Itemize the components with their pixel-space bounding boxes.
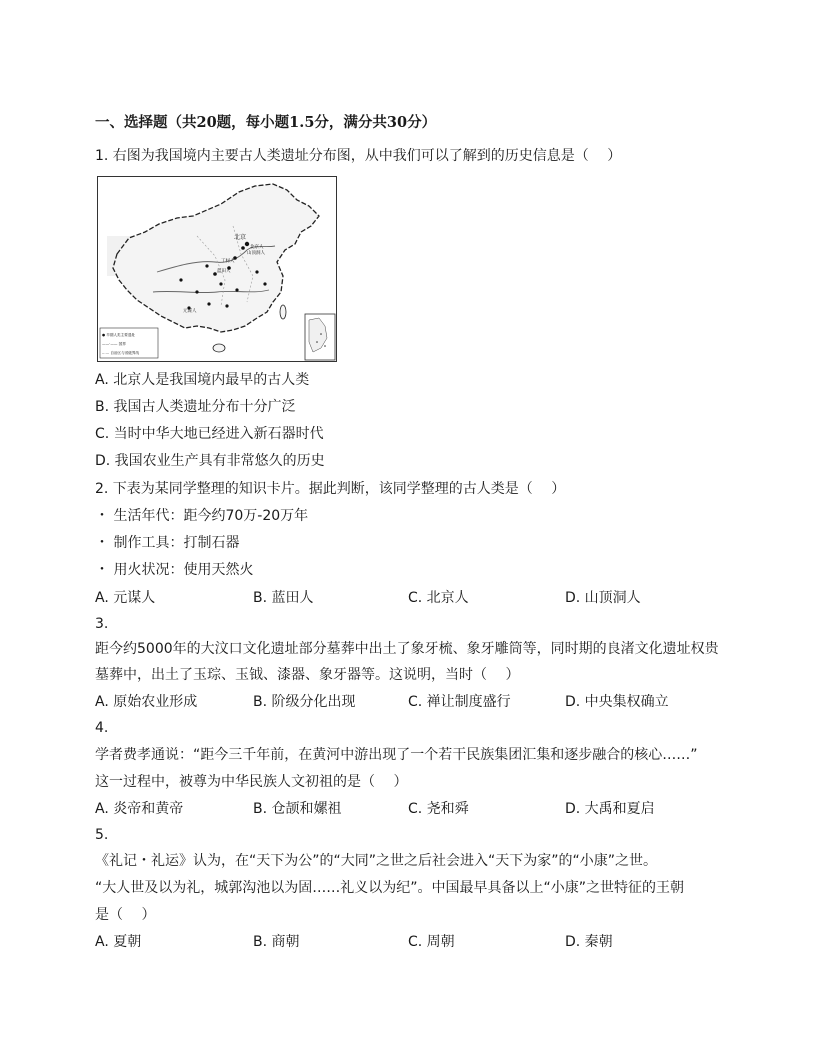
q3-options xyxy=(95,692,735,712)
q2-option-c[interactable]: C. 北京人 xyxy=(408,590,469,606)
q2-option-b[interactable]: B. 蓝田人 xyxy=(253,590,314,606)
map-legend-province: …… 自治区与省级界线 xyxy=(102,351,140,355)
q3-option-d[interactable]: D. 中央集权确立 xyxy=(565,694,669,710)
map-label-upper-cave: 山顶洞人 xyxy=(247,251,265,256)
ancient-human-sites-map xyxy=(97,176,337,362)
q5-option-b[interactable]: B. 商朝 xyxy=(253,934,300,950)
q4-option-c[interactable]: C. 尧和舜 xyxy=(408,801,469,817)
q1-option-a[interactable]: A. 北京人是我国境内最早的古人类 xyxy=(95,372,310,388)
q1-option-c[interactable]: C. 当时中华大地已经进入新石器时代 xyxy=(95,426,324,442)
q3-text-line2: 墓葬中，出土了玉琮、玉钺、漆器、象牙器等。这说明，当时（ ） xyxy=(95,667,520,683)
q5-text-line2: “大人世及以为礼，城郭沟池以为固……礼义以为纪”。中国最早具备以上“小康”之世特征的王朝 xyxy=(95,880,685,896)
map-label-dingcun: 丁村人 xyxy=(221,259,235,264)
q2-bullet-fire: ・ 用火状况：使用天然火 xyxy=(95,562,254,578)
q2-bullet-tools: ・ 制作工具：打制石器 xyxy=(95,535,240,551)
q2-stem: 2. 下表为某同学整理的知识卡片。据此判断，该同学整理的古人类是（ ） xyxy=(95,481,566,497)
q3-option-a[interactable]: A. 原始农业形成 xyxy=(95,694,198,710)
q1-option-d[interactable]: D. 我国农业生产具有非常悠久的历史 xyxy=(95,453,325,469)
q5-text-line1: 《礼记・礼运》认为，在“天下为公”的“大同”之世之后社会进入“天下为家”的“小康”之世。 xyxy=(95,853,658,869)
q5-options xyxy=(95,932,735,952)
q1-stem: 1. 右图为我国境内主要古人类遗址分布图，从中我们可以了解到的历史信息是（ ） xyxy=(95,148,622,164)
q3-option-b[interactable]: B. 阶级分化出现 xyxy=(253,694,356,710)
q4-text-line1: 学者费孝通说：“距今三千年前，在黄河中游出现了一个若干民族集团汇集和逐步融合的核心……” xyxy=(95,747,698,763)
q5-option-c[interactable]: C. 周朝 xyxy=(408,934,455,950)
q4-option-d[interactable]: D. 大禹和夏启 xyxy=(565,801,655,817)
q5-option-a[interactable]: A. 夏朝 xyxy=(95,934,142,950)
q4-options xyxy=(95,799,735,819)
map-label-peking-man: 北京人 xyxy=(250,245,264,250)
q1-option-b[interactable]: B. 我国古人类遗址分布十分广泛 xyxy=(95,399,296,415)
map-label-beijing: 北京 xyxy=(234,234,247,241)
q2-option-d[interactable]: D. 山顶洞人 xyxy=(565,590,641,606)
q5-number: 5. xyxy=(95,827,109,843)
map-legend-border: ——·—— 国界 xyxy=(102,342,126,346)
q4-number: 4. xyxy=(95,720,109,736)
q3-number: 3. xyxy=(95,616,109,632)
q3-option-c[interactable]: C. 禅让制度盛行 xyxy=(408,694,511,710)
q5-text-line3: 是（ ） xyxy=(95,907,156,923)
q5-option-d[interactable]: D. 秦朝 xyxy=(565,934,613,950)
q2-bullet-era: ・ 生活年代：距今约70万-20万年 xyxy=(95,508,309,524)
q3-text-line1: 距今约5000年的大汶口文化遗址部分墓葬中出土了象牙梳、象牙雕筒等，同时期的良渚文化遗址权贵 xyxy=(95,641,719,657)
q2-option-a[interactable]: A. 元谋人 xyxy=(95,590,156,606)
q2-options xyxy=(95,588,735,608)
q4-option-b[interactable]: B. 仓颉和嫘祖 xyxy=(253,801,342,817)
map-legend-sites: ● 早期人类主要遗址 xyxy=(102,333,136,337)
map-label-yuanmou: 元谋人 xyxy=(183,309,197,314)
section-title: 一、选择题（共20题，每小题1.5分，满分共30分） xyxy=(95,114,437,131)
q4-text-line2: 这一过程中，被尊为中华民族人文初祖的是（ ） xyxy=(95,774,408,790)
q4-option-a[interactable]: A. 炎帝和黄帝 xyxy=(95,801,184,817)
map-label-lantian: 蓝田人 xyxy=(217,269,231,274)
